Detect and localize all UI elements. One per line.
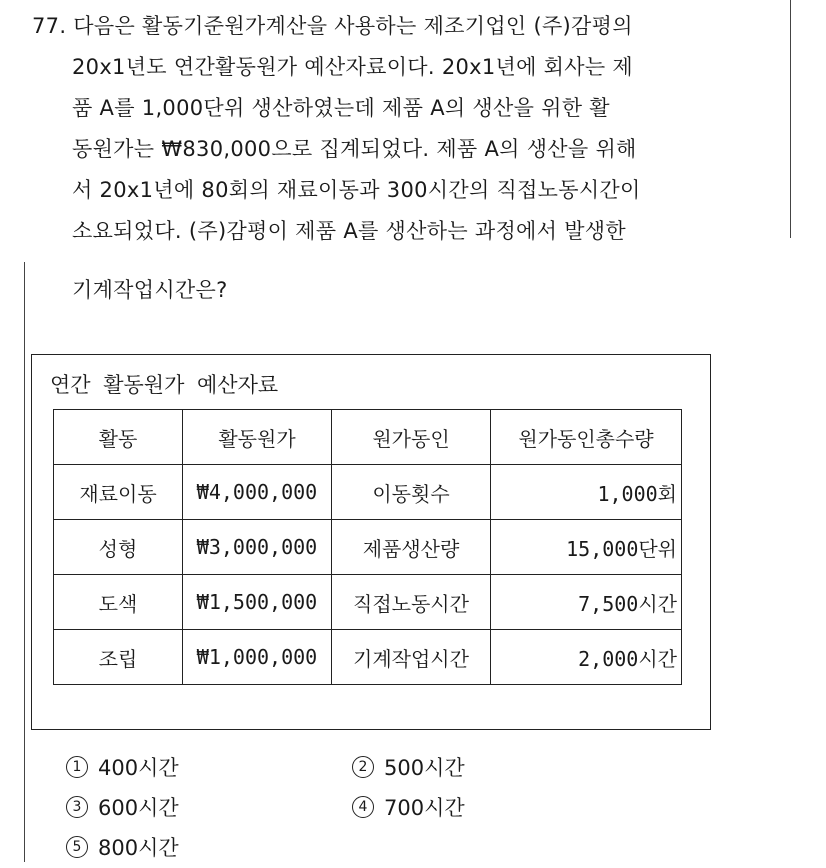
- header-driver-total: 원가동인총수량: [491, 410, 682, 465]
- cell-activity-cost: ₩1,500,000: [183, 575, 332, 630]
- question-line: 77. 다음은 활동기준원가계산을 사용하는 제조기업인 (주)감평의: [32, 14, 633, 38]
- table-row: [54, 575, 682, 630]
- question-line: 품 A를 1,000단위 생산하였는데 제품 A의 생산을 위한 활: [72, 96, 610, 120]
- choice-row: [66, 788, 638, 828]
- cell-cost-driver: 이동횟수: [332, 465, 491, 520]
- choice-text: 500시간: [384, 756, 465, 780]
- question-line: 동원가는 ₩830,000으로 집계되었다. 제품 A의 생산을 위해: [72, 137, 637, 161]
- choice-4[interactable]: [352, 788, 638, 828]
- cell-driver-total: 2,000시간: [491, 630, 682, 685]
- cell-activity: 성형: [54, 520, 183, 575]
- cell-activity-cost: ₩3,000,000: [183, 520, 332, 575]
- left-margin-rule: [24, 262, 25, 862]
- cell-activity-cost: ₩4,000,000: [183, 465, 332, 520]
- choice-text: 800시간: [98, 836, 179, 860]
- choice-2[interactable]: [352, 748, 638, 788]
- table-title: 연간 활동원가 예산자료: [50, 373, 279, 397]
- choice-3[interactable]: [66, 788, 352, 828]
- choice-number-icon: 3: [66, 796, 88, 818]
- choice-number-icon: 4: [352, 796, 374, 818]
- question-line: 서 20x1년에 80회의 재료이동과 300시간의 직접노동시간이: [72, 178, 641, 202]
- choice-5[interactable]: [66, 828, 352, 868]
- header-activity-cost: 활동원가: [183, 410, 332, 465]
- right-margin-rule: [790, 0, 791, 238]
- cell-driver-total: 15,000단위: [491, 520, 682, 575]
- choice-number-icon: 1: [66, 756, 88, 778]
- answer-choices: [66, 748, 638, 868]
- question-line: 기계작업시간은?: [72, 278, 228, 302]
- table-header-row: [54, 410, 682, 465]
- cell-activity-cost: ₩1,000,000: [183, 630, 332, 685]
- choice-number-icon: 2: [352, 756, 374, 778]
- cell-cost-driver: 직접노동시간: [332, 575, 491, 630]
- cell-activity: 재료이동: [54, 465, 183, 520]
- table-row: [54, 630, 682, 685]
- cell-cost-driver: 기계작업시간: [332, 630, 491, 685]
- header-activity: 활동: [54, 410, 183, 465]
- cell-driver-total: 7,500시간: [491, 575, 682, 630]
- header-cost-driver: 원가동인: [332, 410, 491, 465]
- activity-cost-table: [53, 409, 682, 685]
- cell-cost-driver: 제품생산량: [332, 520, 491, 575]
- choice-row: [66, 748, 638, 788]
- choice-text: 700시간: [384, 796, 465, 820]
- question-text: [32, 6, 784, 311]
- cell-activity: 조립: [54, 630, 183, 685]
- table-row: [54, 520, 682, 575]
- cell-driver-total: 1,000회: [491, 465, 682, 520]
- cell-activity: 도색: [54, 575, 183, 630]
- choice-row: [66, 828, 638, 868]
- choice-1[interactable]: [66, 748, 352, 788]
- choice-number-icon: 5: [66, 836, 88, 858]
- question-line: 소요되었다. (주)감평이 제품 A를 생산하는 과정에서 발생한: [72, 219, 626, 243]
- question-line: 20x1년도 연간활동원가 예산자료이다. 20x1년에 회사는 제: [72, 55, 633, 79]
- choice-text: 400시간: [98, 756, 179, 780]
- choice-text: 600시간: [98, 796, 179, 820]
- budget-data-box: [31, 354, 711, 730]
- table-row: [54, 465, 682, 520]
